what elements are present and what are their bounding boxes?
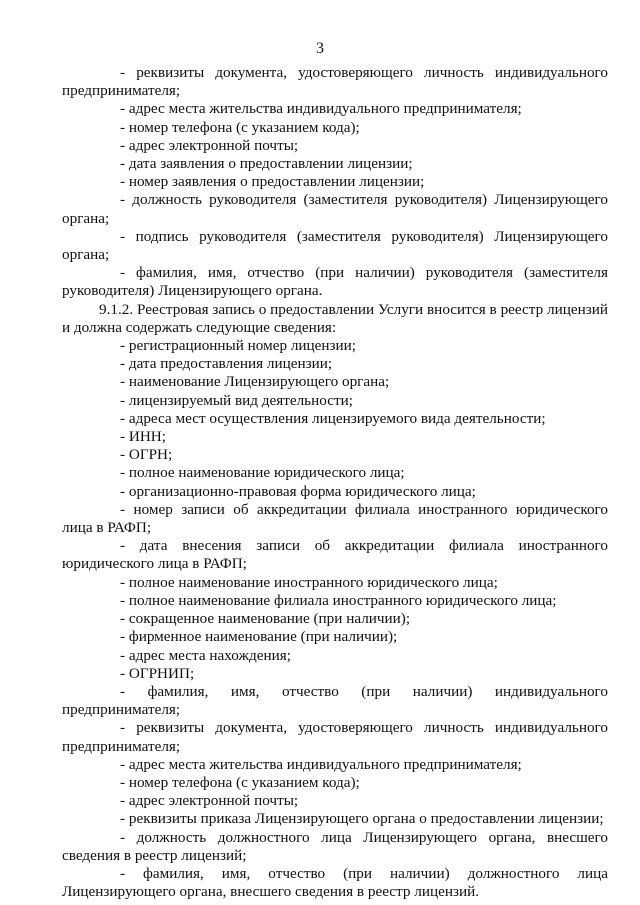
list-item-legal-entity-full-name: - полное наименование юридического лица;: [120, 464, 405, 482]
list-item-phone-2: - номер телефона (с указанием кода);: [120, 773, 360, 791]
document-body: [62, 64, 608, 901]
list-item-application-number: - номер заявления о предоставлении лицензии;: [120, 173, 425, 191]
list-item-activity-type: - лицензируемый вид деятельности;: [120, 391, 353, 409]
list-item-ogrnip: - ОГРНИП;: [120, 664, 195, 682]
list-item-official-position: - должность должностного лица Лицензирующего органа, внесшего сведения в реестр лицензий;: [62, 828, 608, 864]
list-item-license-number: - регистрационный номер лицензии;: [120, 337, 357, 355]
list-item-short-name: - сокращенное наименование (при наличии);: [120, 610, 411, 628]
list-item-head-signature: - подпись руководителя (заместителя руководителя) Лицензирующего органа;: [62, 227, 608, 264]
list-item-email: - адрес электронной почты;: [120, 136, 299, 154]
list-item-foreign-entity-full-name: - полное наименование иностранного юридического лица;: [120, 573, 498, 591]
list-item-application-date: - дата заявления о предоставлении лицензии;: [120, 155, 413, 173]
list-item-email-2: - адрес электронной почты;: [120, 792, 299, 810]
list-item-legal-form: - организационно-правовая форма юридического лица;: [120, 482, 476, 500]
list-item-brand-name: - фирменное наименование (при наличии);: [120, 628, 398, 646]
list-item-head-name: - фамилия, имя, отчество (при наличии) руководителя (заместителя руководителя) Лицензирующего органа.: [62, 264, 608, 300]
list-item-authority-name: - наименование Лицензирующего органа;: [120, 373, 390, 391]
list-item-head-position: - должность руководителя (заместителя руководителя) Лицензирующего органа;: [62, 191, 608, 227]
list-item-order-details: - реквизиты приказа Лицензирующего органа о предоставлении лицензии;: [120, 810, 604, 828]
list-item-rafp-record-number: - номер записи об аккредитации филиала иностранного юридического лица в РАФП;: [62, 500, 608, 537]
list-item-license-date: - дата предоставления лицензии;: [120, 355, 333, 373]
list-item-ogrn: - ОГРН;: [120, 446, 173, 464]
list-item-rafp-record-date: - дата внесения записи об аккредитации филиала иностранного юридического лица в РАФП;: [62, 537, 608, 573]
list-item-phone: - номер телефона (с указанием кода);: [120, 118, 360, 136]
list-item-residence-address: - адрес места жительства индивидуального предпринимателя;: [120, 100, 522, 118]
list-item-branch-full-name: - полное наименование филиала иностранного юридического лица;: [120, 591, 557, 609]
section-9-1-2-paragraph: 9.1.2. Реестровая запись о предоставлении Услуги вносится в реестр лицензий и должна содержать следующие сведения:: [62, 300, 608, 336]
list-item-residence-address-2: - адрес места жительства индивидуального предпринимателя;: [120, 755, 522, 773]
list-item-inn: - ИНН;: [120, 428, 166, 446]
list-item-official-name: - фамилия, имя, отчество (при наличии) должностного лица Лицензирующего органа, внесшего сведения в реестр лицензий.: [62, 864, 608, 901]
page-number: 3: [316, 40, 324, 57]
list-item-activity-addresses: - адреса мест осуществления лицензируемого вида деятельности;: [120, 409, 546, 427]
list-item-location-address: - адрес места нахождения;: [120, 646, 291, 664]
list-item-passport: - реквизиты документа, удостоверяющего личность индивидуального предпринимателя;: [62, 64, 608, 100]
list-item-passport-2: - реквизиты документа, удостоверяющего личность индивидуального предпринимателя;: [62, 719, 608, 755]
list-item-entrepreneur-name: - фамилия, имя, отчество (при наличии) индивидуального предпринимателя;: [62, 682, 608, 719]
